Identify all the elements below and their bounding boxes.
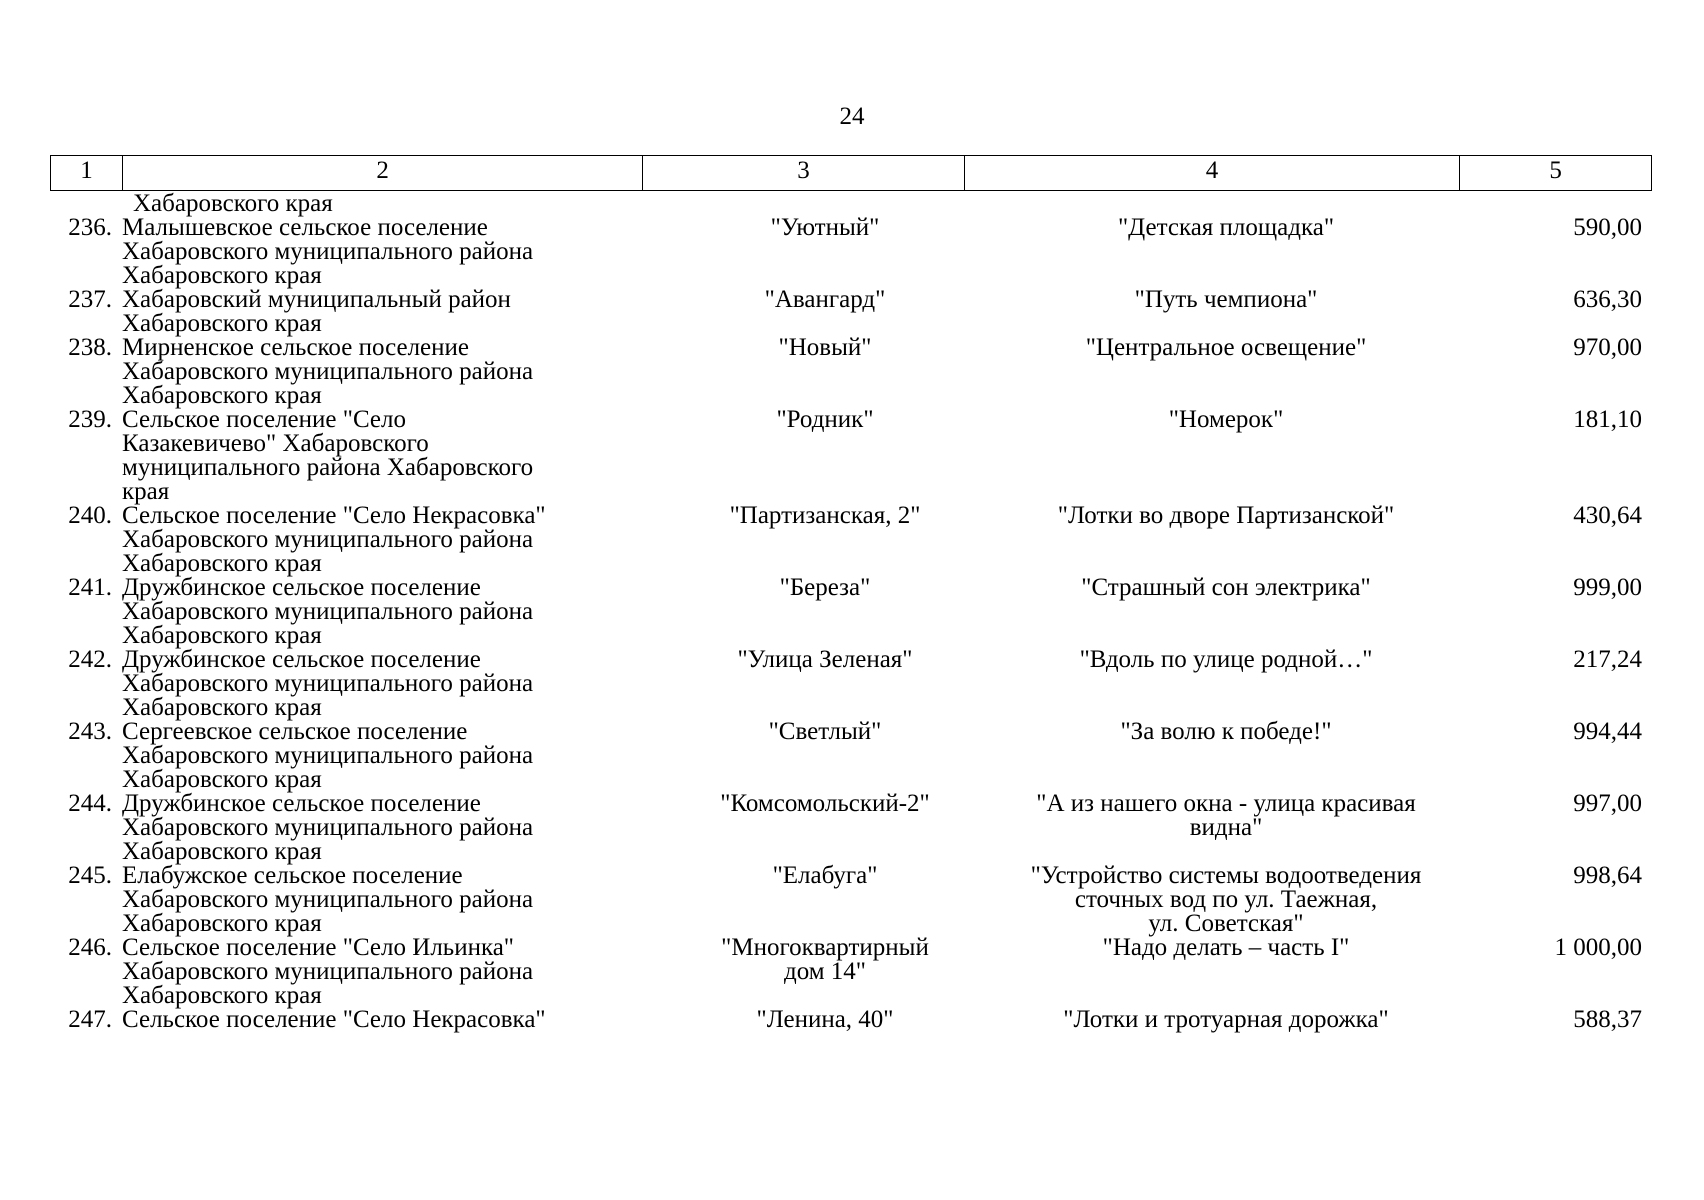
row-number: 244. — [68, 790, 112, 817]
row-number: 238. — [68, 334, 112, 361]
table-row — [50, 336, 1652, 408]
table-header-row — [50, 155, 1652, 191]
project-name: "Надо делать – часть I" — [1102, 934, 1350, 961]
project-name: "Путь чемпиона" — [1134, 286, 1318, 313]
project-name: "Страшный сон электрика" — [1081, 574, 1371, 601]
table-row — [50, 864, 1652, 936]
table-body — [50, 216, 1652, 1044]
object-name: "Родник" — [776, 406, 874, 433]
project-name: "А из нашего окна - улица красивая видна" — [1036, 790, 1416, 841]
municipality-name: Дружбинское сельское поселение Хабаровского муниципального района Хабаровского края — [122, 574, 534, 649]
row-number: 241. — [68, 574, 112, 601]
column-header-2: 2 — [123, 156, 643, 190]
grant-amount: 590,00 — [1573, 214, 1642, 241]
row-number: 236. — [68, 214, 112, 241]
continuation-text: Хабаровского края — [133, 190, 333, 217]
column-header-3: 3 — [643, 156, 965, 190]
table-row — [50, 936, 1652, 1008]
municipality-name: Малышевское сельское поселение Хабаровского муниципального района Хабаровского края — [122, 214, 534, 289]
municipality-name: Елабужское сельское поселение Хабаровского муниципального района Хабаровского края — [122, 862, 534, 937]
grant-amount: 430,64 — [1573, 502, 1642, 529]
municipality-name: Сельское поселение "Село Ильинка" Хабаровского муниципального района Хабаровского края — [122, 934, 534, 1009]
project-name: "Устройство системы водоотведения сточных вод по ул. Таежная, ул. Советская" — [1030, 862, 1422, 937]
project-name: "Детская площадка" — [1117, 214, 1335, 241]
table-row — [50, 720, 1652, 792]
table-row — [50, 288, 1652, 336]
project-name: "Лотки во дворе Партизанской" — [1057, 502, 1395, 529]
municipality-name: Сельское поселение "Село Некрасовка" Хабаровского муниципального района Хабаровского края — [122, 502, 546, 577]
table-row — [50, 792, 1652, 864]
table-row — [50, 216, 1652, 288]
grant-amount: 636,30 — [1573, 286, 1642, 313]
object-name: "Партизанская, 2" — [729, 502, 921, 529]
grant-amount: 970,00 — [1573, 334, 1642, 361]
project-name: "Центральное освещение" — [1085, 334, 1367, 361]
object-name: "Ленина, 40" — [756, 1006, 894, 1033]
object-name: "Авангард" — [764, 286, 886, 313]
project-name: "Лотки и тротуарная дорожка" — [1063, 1006, 1389, 1033]
project-name: "За волю к победе!" — [1120, 718, 1332, 745]
row-number: 246. — [68, 934, 112, 961]
row-number: 247. — [68, 1006, 112, 1033]
object-name: "Многоквартирный дом 14" — [721, 934, 929, 985]
grant-amount: 588,37 — [1573, 1006, 1642, 1033]
row-number: 245. — [68, 862, 112, 889]
object-name: "Улица Зеленая" — [737, 646, 913, 673]
grant-amount: 181,10 — [1573, 406, 1642, 433]
column-header-4: 4 — [965, 156, 1460, 190]
object-name: "Береза" — [779, 574, 871, 601]
project-name: "Номерок" — [1168, 406, 1284, 433]
municipality-name: Дружбинское сельское поселение Хабаровского муниципального района Хабаровского края — [122, 790, 534, 865]
table-row — [50, 504, 1652, 576]
column-header-5: 5 — [1549, 157, 1562, 184]
object-name: "Уютный" — [770, 214, 880, 241]
project-name: "Вдоль по улице родной…" — [1079, 646, 1373, 673]
row-number: 237. — [68, 286, 112, 313]
row-number: 243. — [68, 718, 112, 745]
table-row — [50, 648, 1652, 720]
municipality-name: Сельское поселение "Село Казакевичево" Хабаровского муниципального района Хабаровского края — [122, 406, 534, 505]
municipality-name: Хабаровский муниципальный район Хабаровского края — [122, 286, 511, 337]
object-name: "Елабуга" — [772, 862, 878, 889]
row-number: 239. — [68, 406, 112, 433]
grant-amount: 997,00 — [1573, 790, 1642, 817]
grant-amount: 994,44 — [1573, 718, 1642, 745]
table-row — [50, 576, 1652, 648]
municipality-name: Сергеевское сельское поселение Хабаровского муниципального района Хабаровского края — [122, 718, 534, 793]
municipality-name: Мирненское сельское поселение Хабаровского муниципального района Хабаровского края — [122, 334, 534, 409]
object-name: "Светлый" — [768, 718, 882, 745]
object-name: "Новый" — [778, 334, 872, 361]
row-number: 242. — [68, 646, 112, 673]
grant-amount: 217,24 — [1573, 646, 1642, 673]
grant-amount: 998,64 — [1573, 862, 1642, 889]
grants-table — [50, 155, 1652, 1033]
grant-amount: 1 000,00 — [1554, 934, 1642, 961]
object-name: "Комсомольский-2" — [720, 790, 930, 817]
municipality-name: Дружбинское сельское поселение Хабаровского муниципального района Хабаровского края — [122, 646, 534, 721]
column-header-1: 1 — [51, 156, 123, 190]
row-number: 240. — [68, 502, 112, 529]
grant-amount: 999,00 — [1573, 574, 1642, 601]
page-number: 24 — [839, 103, 865, 130]
table-row — [50, 1008, 1652, 1044]
municipality-name: Сельское поселение "Село Некрасовка" — [122, 1006, 546, 1033]
table-row — [50, 408, 1652, 504]
